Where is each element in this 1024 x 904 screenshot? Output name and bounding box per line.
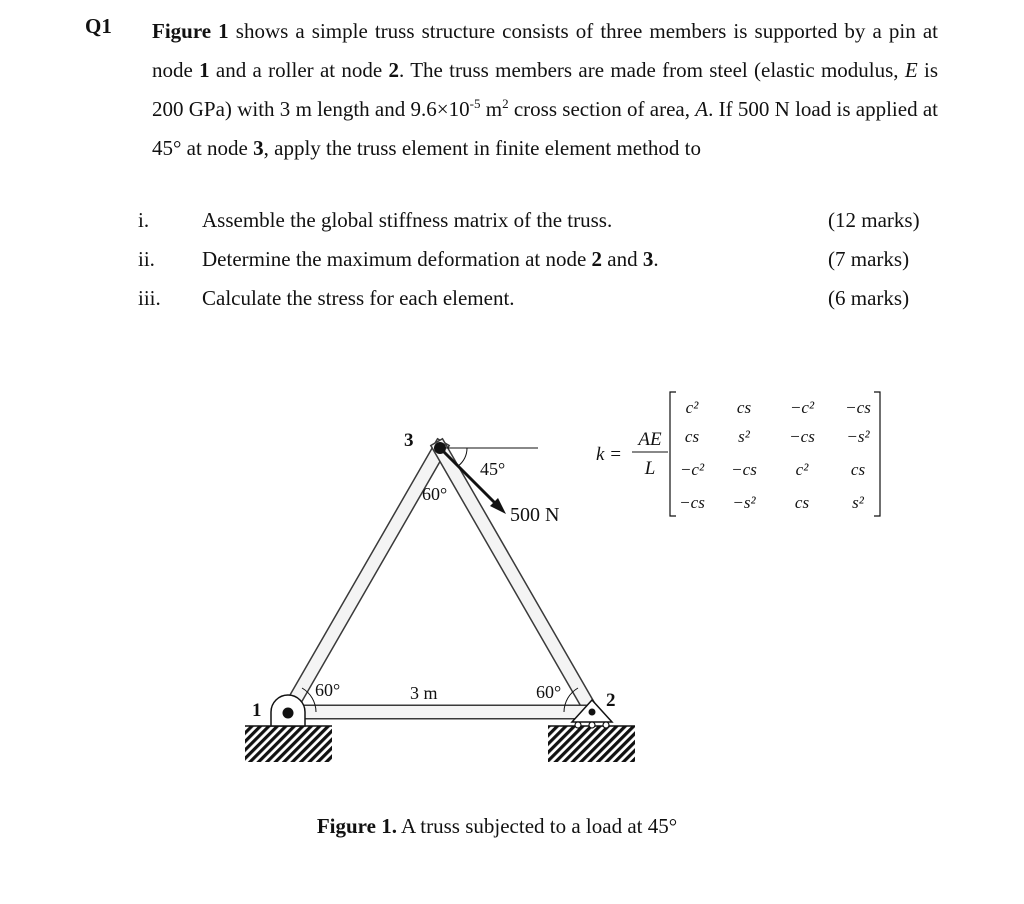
matrix-cell: −s² (732, 493, 756, 512)
node-ref: 1 (199, 58, 210, 82)
stem-text: m (480, 97, 503, 121)
sub-question-text-part: Assemble the global stiffness matrix of the truss. (202, 208, 613, 232)
node-ref: 2 (388, 58, 400, 82)
stem-text: , apply the truss element in finite element method to (263, 136, 702, 160)
sub-question-marks: (12 marks) (828, 208, 920, 232)
matrix-cell: c² (795, 460, 809, 479)
matrix-cell: cs (736, 398, 752, 417)
load-angle-arc (458, 448, 467, 466)
sub-question-text-part: . (653, 247, 659, 271)
matrix-right-bracket (874, 392, 880, 516)
matrix-cell: −c² (789, 398, 815, 417)
stem-text: is 200 GPa) with 3 m length and 9.6×10 (152, 58, 938, 121)
stiffness-matrix (596, 392, 880, 516)
ground-hatch-right (548, 726, 635, 762)
node-1-dot (283, 708, 294, 719)
node-ref: 2 (591, 247, 603, 271)
sub-question-text-part: Calculate the stress for each element. (202, 286, 515, 310)
sub-question-text-part: Determine the maximum deformation at node (202, 247, 592, 271)
matrix-cell: −s² (846, 427, 870, 446)
sub-question-marks: (7 marks) (828, 247, 910, 271)
member-2-3 (440, 448, 592, 712)
roller-wheel (575, 722, 581, 728)
member-length-label: 3 m (410, 683, 438, 703)
exponent: 2 (502, 96, 509, 111)
matrix-cell: s² (852, 493, 864, 512)
matrix-cell: −c² (679, 460, 705, 479)
angle-right-label: 60° (536, 682, 562, 702)
figure-caption (0, 814, 1024, 839)
matrix-cell: −cs (731, 460, 757, 479)
roller-wheel (589, 722, 595, 728)
angle-top-label: 60° (422, 484, 448, 504)
node-ref: 3 (253, 136, 264, 160)
matrix-cell: s² (738, 427, 750, 446)
node-1-label: 1 (252, 700, 262, 721)
sub-question-number: i. (138, 208, 150, 232)
matrix-cell: c² (685, 398, 699, 417)
node-3-label: 3 (404, 430, 414, 451)
matrix-numerator: AE (638, 429, 662, 450)
sub-question-marks: (6 marks) (828, 286, 910, 310)
roller-wheel (603, 722, 609, 728)
matrix-left-bracket (670, 392, 676, 516)
angle-left-label: 60° (315, 680, 341, 700)
exponent: -5 (469, 96, 481, 111)
load-angle-label: 45° (480, 459, 506, 479)
sub-question-number: iii. (138, 286, 161, 310)
stem-text: . If 500 N load is applied at 45° at node (152, 97, 939, 160)
stem-text: cross section of area, (508, 97, 696, 121)
node-2-dot (589, 709, 596, 716)
ground-hatch-left (245, 726, 332, 762)
stem-text: . The truss members are made from steel (elastic modulus, (399, 58, 905, 82)
matrix-cell: −cs (789, 427, 815, 446)
matrix-k-label: k = (596, 444, 623, 465)
figure-ref: Figure 1 (152, 19, 229, 43)
matrix-cell: −cs (679, 493, 705, 512)
member-1-3 (288, 448, 440, 712)
matrix-cell: cs (794, 493, 810, 512)
sub-question-text-part: and (602, 247, 643, 271)
node-2-label: 2 (606, 690, 616, 711)
load-magnitude-label: 500 N (510, 504, 560, 526)
matrix-cell: cs (684, 427, 700, 446)
symbol-e: E (904, 58, 918, 82)
matrix-cells (679, 398, 871, 512)
question-number: Q1 (85, 14, 112, 38)
symbol-a: A (695, 97, 709, 121)
matrix-denominator: L (644, 458, 656, 479)
caption-text: A truss subjected to a load at 45° (396, 814, 678, 838)
stem-text: and a roller at node (209, 58, 389, 82)
caption-label: Figure 1. (316, 814, 397, 838)
sub-question-number: ii. (138, 247, 155, 271)
stem-text: shows a simple truss structure consists of three members is supported by a pin at node (152, 19, 938, 82)
matrix-cell: −cs (845, 398, 871, 417)
node-ref: 3 (642, 247, 654, 271)
matrix-cell: cs (850, 460, 866, 479)
